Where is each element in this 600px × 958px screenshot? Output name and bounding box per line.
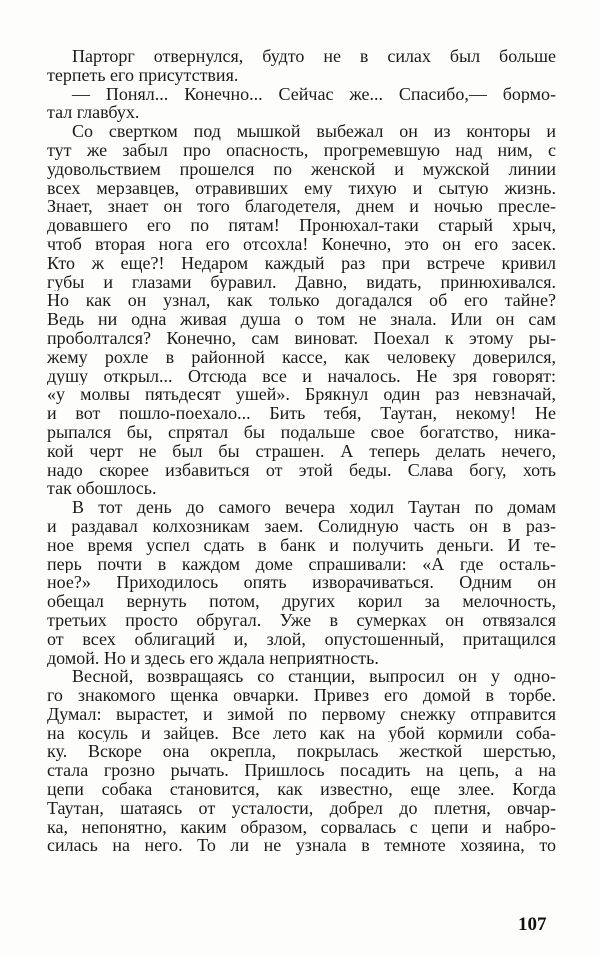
text-line: Парторг отвернулся, будто не в силах был больше: [72, 47, 556, 66]
text-line: Но как он узнал, как только догадался об его тайне?: [47, 291, 556, 311]
text-line: надо скорее избавиться от этой беды. Слава богу, хоть: [47, 460, 556, 480]
text-line: Таутан, шатаясь от усталости, добрел до плетня, овчар-: [47, 798, 556, 818]
text-line: стала грозно рычать. Пришлось посадить на цепь, а на: [47, 761, 556, 781]
text-line: силась на него. То ли не узнала в темноте хозяина, то: [47, 836, 556, 856]
text-line: — Понял... Конечно... Сейчас же... Спасибо,— бормо-: [72, 84, 556, 104]
text-line: тал главбух.: [47, 103, 140, 123]
text-line: перь почти в каждом доме спрашивали: «А где осталь-: [47, 554, 556, 574]
page-number: 107: [518, 914, 547, 935]
text-line: Думал: вырастет, и зимой по первому снежку отправится: [47, 704, 556, 724]
text-line: го знакомого щенка овчарки. Привез его домой в торбе.: [47, 686, 556, 705]
text-line: кой черт не был бы страшен. А теперь делать нечего,: [47, 441, 556, 461]
text-line: всех мерзавцев, отравивших ему тихую и сытую жизнь.: [47, 178, 556, 198]
text-line: и вот пошло-поехало... Бить тебя, Таутан, некому! Не: [47, 404, 556, 423]
text-line: удовольствием прошелся по женской и мужской линии: [47, 159, 556, 179]
text-line: губы и глазами буравил. Давно, видать, принюхивался.: [47, 272, 556, 292]
text-line: цепи собака становится, как известно, еще злее. Когда: [47, 780, 556, 799]
text-line: ное время успел сдать в банк и получить деньги. И те-: [47, 535, 556, 555]
text-line: ное?» Приходилось опять изворачиваться. Одним он: [47, 573, 556, 593]
text-line: «у молвы пятьдесят ушей». Брякнул один раз невзначай,: [47, 385, 556, 405]
text-line: Знает, знает он того благодетеля, днем и ночью пресле-: [47, 197, 556, 217]
text-line: терпеть его присутствия.: [47, 65, 239, 85]
text-line: чтоб вторая нога его отсохла! Конечно, это он его засек.: [47, 234, 556, 254]
text-line: домой. Но и здесь его ждала неприятность.: [47, 648, 379, 668]
text-line: обещал вернуть потом, других корил за мелочность,: [47, 592, 556, 611]
text-line: рыпался бы, спрятал бы подальше свое богатство, ника-: [47, 422, 556, 442]
text-line: Ведь ни одна живая душа о том не знала. Или он сам: [47, 310, 556, 329]
text-line: довавшего его по пятам! Пронюхал-таки старый хрыч,: [47, 216, 556, 235]
text-line: ку. Вскоре она окрепла, покрылась жесткой шерстью,: [47, 742, 556, 762]
text-line: на косуль и зайцев. Все лето как на убой кормили соба-: [47, 723, 556, 743]
text-line: Со свертком под мышкой выбежал он из конторы и: [72, 122, 556, 141]
text-line: жему рохле в районной кассе, как человеку доверился,: [47, 347, 556, 367]
book-page-text: [47, 47, 556, 855]
text-line: третьих просто обругал. Уже в сумерках он отвязался: [47, 610, 556, 630]
text-line: от всех облигаций и, злой, опустошенный, притащился: [47, 629, 556, 649]
text-line: так обошлось.: [47, 479, 157, 499]
text-line: проболтался? Конечно, сам виноват. Поехал к этому ры-: [47, 328, 556, 348]
text-line: Весной, возвращаясь со станции, выпросил он у одно-: [72, 667, 556, 687]
text-line: Кто ж еще?! Недаром каждый раз при встрече кривил: [47, 253, 556, 273]
text-line: и раздавал колхозникам заем. Солидную часть он в раз-: [47, 516, 556, 536]
text-line: ка, непонятно, каким образом, сорвалась с цепи и набро-: [47, 817, 556, 837]
text-line: душу открыл... Отсюда все и началось. Не зря говорят:: [47, 366, 556, 386]
text-line: В тот день до самого вечера ходил Таутан по домам: [72, 498, 556, 517]
text-line: тут же забыл про опасность, прогремевшую над ним, с: [47, 140, 556, 160]
